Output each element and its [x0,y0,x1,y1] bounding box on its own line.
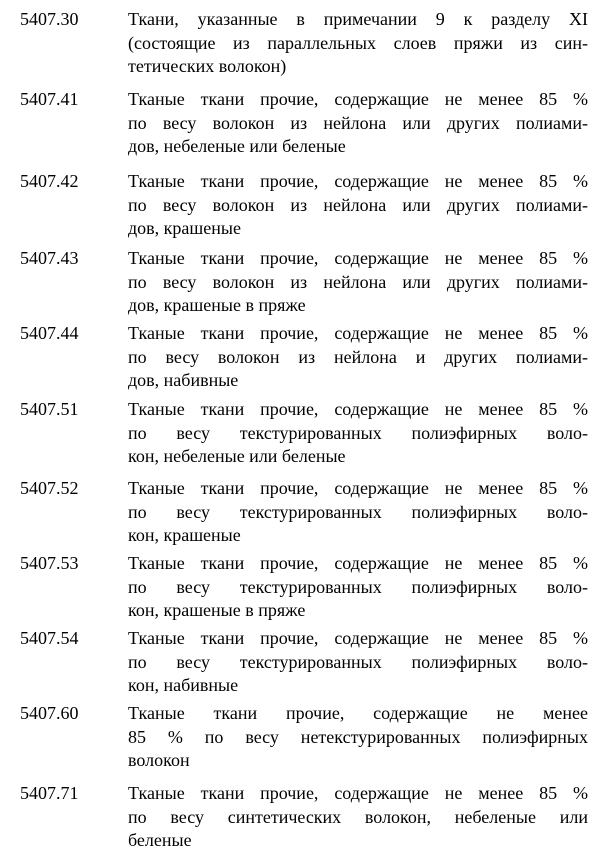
tariff-code: 5407.44 [20,323,79,343]
tariff-code: 5407.54 [20,628,79,648]
description-line: Ткани, указанные в примечании 9 к разделу XI [128,9,588,29]
description-line: кон, крашеные [128,525,241,545]
tariff-description [128,627,588,698]
description-line: по весу волокон из нейлона и других полиами- [128,346,588,367]
description-line: дов, набивные [128,370,239,390]
description-line: по весу синтетических волокон, небеленые или [128,806,588,827]
tariff-description [128,247,588,318]
tariff-code: 5407.41 [20,89,79,109]
description-line: 85 % по весу нетекстурированных полиэфирных [128,726,588,747]
description-line: дов, крашеные [128,218,241,238]
description-line: по весу текстурированных полиэфирных воло- [128,422,588,443]
description-line: волокон [128,750,190,770]
description-line: Тканые ткани прочие, содержащие не менее 85 % [128,248,588,268]
description-line: дов, крашеные в пряже [128,295,306,315]
tariff-description [128,322,588,393]
description-line: Тканые ткани прочие, содержащие не менее 85 % [128,478,588,498]
tariff-code: 5407.71 [20,783,79,803]
description-line: по весу волокон из нейлона или других полиами- [128,271,588,292]
tariff-description [128,8,588,79]
tariff-code: 5407.60 [20,703,79,723]
tariff-code: 5407.52 [20,478,79,498]
tariff-code: 5407.30 [20,9,79,29]
description-line: кон, крашеные в пряже [128,600,306,620]
tariff-description [128,398,588,469]
description-line: Тканые ткани прочие, содержащие не менее 85 % [128,171,588,191]
description-line: по весу текстурированных полиэфирных воло- [128,576,588,597]
description-line: тетических волокон) [128,56,287,76]
description-line: беленые [128,830,192,850]
tariff-code: 5407.42 [20,171,79,191]
tariff-code: 5407.53 [20,553,79,573]
description-line: по весу волокон из нейлона или других полиами- [128,194,588,215]
description-line: (состоящие из параллельных слоев пряжи из син- [128,32,588,53]
description-line: Тканые ткани прочие, содержащие не менее 85 % [128,783,588,803]
description-line: по весу текстурированных полиэфирных воло- [128,501,588,522]
description-line: Тканые ткани прочие, содержащие не менее 85 % [128,628,588,648]
tariff-description [128,88,588,159]
tariff-description [128,170,588,241]
tariff-description [128,782,588,853]
tariff-description [128,552,588,623]
tariff-code: 5407.51 [20,399,79,419]
description-line: Тканые ткани прочие, содержащие не менее 85 % [128,89,588,109]
description-line: по весу волокон из нейлона или других полиами- [128,112,588,133]
tariff-description [128,702,588,773]
description-line: Тканые ткани прочие, содержащие не менее [128,703,588,723]
description-line: дов, небеленые или беленые [128,136,346,156]
description-line: по весу текстурированных полиэфирных воло- [128,651,588,672]
description-line: Тканые ткани прочие, содержащие не менее 85 % [128,399,588,419]
tariff-code: 5407.43 [20,248,79,268]
description-line: Тканые ткани прочие, содержащие не менее 85 % [128,553,588,573]
description-line: кон, набивные [128,675,239,695]
tariff-description [128,477,588,548]
description-line: кон, небеленые или беленые [128,446,346,466]
description-line: Тканые ткани прочие, содержащие не менее 85 % [128,323,588,343]
